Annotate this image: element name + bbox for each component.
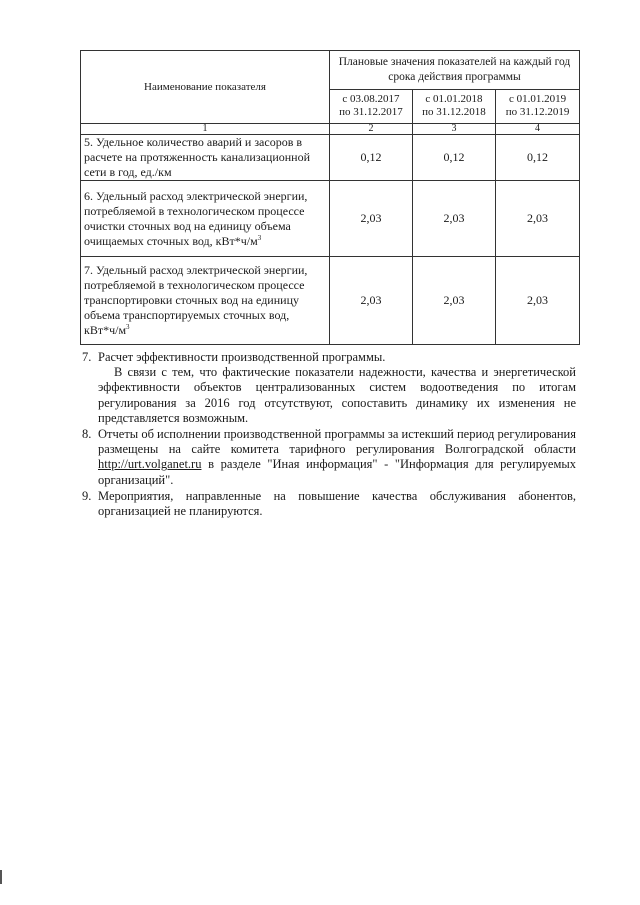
indicator-value: 2,03 xyxy=(330,257,413,345)
indicator-value: 2,03 xyxy=(496,181,580,257)
table-row xyxy=(81,135,580,181)
indicators-table xyxy=(80,50,580,345)
section-text: В связи с тем, что фактические показатели надежности, качества и энергетической эффективности объектов централизованных систем водоотведения по итогам регулирования за 2016 год отсутствуют, сопоставить динамику их изменения не представляется возможным. xyxy=(98,365,576,425)
table-row xyxy=(81,181,580,257)
section-number: 7. xyxy=(82,350,92,364)
section-item-9 xyxy=(82,489,576,519)
section-title: Расчет эффективности производственной программы. xyxy=(98,350,386,364)
indicator-name: 7. Удельный расход электрической энергии, потребляемой в технологическом процессе транспортировки сточных вод на единицу объема транспортируемых сточных вод, $кВт*ч/м^3$ xyxy=(81,257,330,345)
column-numbers-row xyxy=(81,124,580,135)
header-period-2019: с 01.01.2019 по 31.12.2019 xyxy=(496,89,580,123)
column-number: 4 xyxy=(496,124,580,135)
website-link[interactable]: http://urt.volganet.ru xyxy=(98,457,202,472)
section-text: Отчеты об исполнении производственной программы за истекший период регулирования размещены на сайте комитета тарифного регулирования Волгоградской области http://urt.volganet.ru в разделе "Иная информация" - "Информация для регулируемых организаций". xyxy=(98,427,577,487)
column-number: 3 xyxy=(413,124,496,135)
numbered-sections xyxy=(82,350,576,520)
indicator-value: 0,12 xyxy=(413,135,496,181)
section-item-8 xyxy=(82,427,576,488)
indicator-value: 2,03 xyxy=(413,181,496,257)
indicator-value: 0,12 xyxy=(496,135,580,181)
indicator-name: 5. Удельное количество аварий и засоров в расчете на протяженность канализационной сети в год, ед./км xyxy=(81,135,330,181)
section-item-7 xyxy=(82,350,576,426)
header-period-2018: с 01.01.2018 по 31.12.2018 xyxy=(413,89,496,123)
scan-margin-mark xyxy=(0,870,2,884)
section-number: 8. xyxy=(82,427,92,442)
section-text: Мероприятия, направленные на повышение качества обслуживания абонентов, организацией не планируются. xyxy=(98,488,576,519)
indicator-value: 2,03 xyxy=(413,257,496,345)
section-number: 9. xyxy=(82,488,92,503)
indicator-value: 2,03 xyxy=(330,181,413,257)
column-number: 2 xyxy=(330,124,413,135)
column-number: 1 xyxy=(81,124,330,135)
indicator-value: 2,03 xyxy=(496,257,580,345)
header-period-2017: с 03.08.2017 по 31.12.2017 xyxy=(330,89,413,123)
indicator-name: 6. Удельный расход электрической энергии, потребляемой в технологическом процессе очистки сточных вод на единицу объема очищаемых сточных вод, $кВт*ч/м^3$ xyxy=(81,181,330,257)
header-indicator-name: Наименование показателя xyxy=(81,51,330,124)
table-row xyxy=(81,257,580,345)
indicator-value: 0,12 xyxy=(330,135,413,181)
header-plan-values: Плановые значения показателей на каждый год срока действия программы xyxy=(330,51,580,90)
